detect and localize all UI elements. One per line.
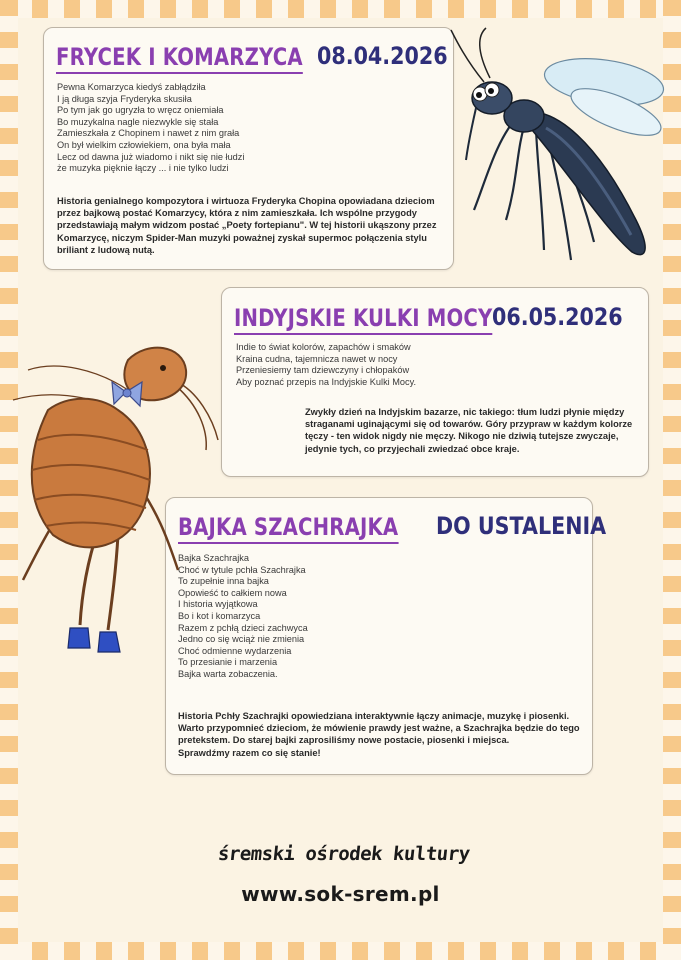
event-poem — [57, 82, 244, 175]
poem-line: Bo muzykalna nagle niezwykle się stała — [57, 116, 219, 127]
poem-line: I historia wyjątkowa — [178, 599, 258, 610]
poem-line: To zupełnie inna bajka — [178, 576, 269, 587]
description-line: Komarzycę, niczym Spider-Man muzyki poważnej zyskał supermoc połączenia stylu — [57, 232, 427, 243]
mosquito-illustration — [446, 20, 676, 280]
event-poem — [236, 342, 416, 388]
event-title: INDYJSKIE KULKI MOCY — [234, 304, 492, 335]
poem-line: Indie to świat kolorów, zapachów i smaków — [236, 342, 411, 352]
description-line: Sprawdźmy razem co się stanie! — [178, 747, 321, 758]
event-card-indyjskie — [221, 287, 649, 477]
description-line: jedynie tych, co przyjechali zwiedzać obce kraje. — [305, 443, 520, 454]
poem-line: Zamieszkała z Chopinem i nawet z nim grała — [57, 128, 240, 139]
logo-text: śremski ośrodek kultury — [216, 843, 471, 865]
poem-line: Bajka warta zobaczenia. — [178, 668, 278, 679]
description-line: Historia Pchły Szachrajki opowiedziana interaktywnie łączy animacje, muzykę i piosenki. — [178, 711, 570, 721]
poem-line: On był wielkim człowiekiem, ona była mała — [57, 139, 231, 150]
poem-line: Bajka Szachrajka — [178, 553, 249, 563]
event-card-frycek — [43, 27, 454, 270]
description-line: straganami uginającymi się od towarów. Góry przypraw w każdym kolorze — [305, 419, 633, 430]
event-date: 06.05.2026 — [492, 303, 623, 331]
event-date: DO USTALENIA — [436, 512, 607, 540]
description-line: Historia genialnego kompozytora i wirtuoza Fryderyka Chopina opowiadana dzieciom — [57, 196, 435, 206]
poem-line: Bo i kot i komarzyca — [178, 610, 261, 621]
description-line: briliant z ludową nutą. — [57, 244, 155, 255]
description-line: Warto przypomnieć dzieciom, że mówienie prawdy jest ważne, a Szachrajka będzie do tego — [178, 723, 580, 734]
website-link[interactable]: www.sok-srem.pl — [241, 882, 440, 906]
checkered-border-top — [0, 0, 681, 18]
poem-line: Po tym jak go ugryzła to wręcz oniemiała — [57, 105, 224, 116]
event-title: FRYCEK I KOMARZYCA — [56, 43, 303, 74]
poem-line: Aby poznać przepis na Indyjskie Kulki Mocy. — [236, 376, 417, 387]
poem-line: Jedno co się wciąż nie zmienia — [178, 634, 305, 645]
poem-line: że muzyka pięknie łączy ... i nie tylko ludzi — [57, 163, 229, 174]
flea-illustration — [8, 330, 238, 660]
description-line: tęczy - ten widok nigdy nie męczy. Nikogo nie dziwią tutejsze zwyczaje, — [305, 431, 619, 442]
poem-line: Razem z pchłą dzieci zachwyca — [178, 622, 308, 633]
description-line: pretekstem. Do starej bajki zaprosiliśmy nowe postacie, piosenki i miejsca. — [178, 735, 510, 746]
poem-line: Lecz od dawna już wiadomo i nikt się nie łudzi — [57, 151, 245, 162]
poem-line: Opowieść to całkiem nowa — [178, 587, 287, 598]
event-date: 08.04.2026 — [317, 42, 448, 70]
event-title: BAJKA SZACHRAJKA — [178, 513, 398, 544]
description-line: przez bajkową postać Komarzycy, która z nim zamieszkała. Ich wspólne przygody — [57, 208, 417, 219]
description-line: Zwykły dzień na Indyjskim bazarze, nic takiego: tłum ludzi płynie między — [305, 407, 625, 417]
poem-line: Przeniesiemy tam dziewczyny i chłopaków — [236, 365, 410, 376]
event-description — [57, 195, 449, 256]
poem-line: Kraina cudna, tajemnicza nawet w nocy — [236, 353, 398, 364]
footer-logo[interactable] — [212, 834, 471, 874]
poem-line: Pewna Komarzyca kiedyś zabłądziła — [57, 82, 206, 92]
event-description — [178, 710, 588, 759]
poem-line: I ją długa szyja Fryderyka skusiła — [57, 93, 192, 104]
description-line: przedstawiają małym widzom postać „Poety fortepianu". W tej historii ukąszony przez — [57, 220, 437, 231]
checkered-border-bottom — [0, 942, 681, 960]
poem-line: Choć w tytule pchła Szachrajka — [178, 564, 306, 575]
poem-line: Choć odmienne wydarzenia — [178, 645, 292, 656]
poem-line: To przesianie i marzenia — [178, 657, 278, 668]
event-description — [305, 406, 645, 455]
